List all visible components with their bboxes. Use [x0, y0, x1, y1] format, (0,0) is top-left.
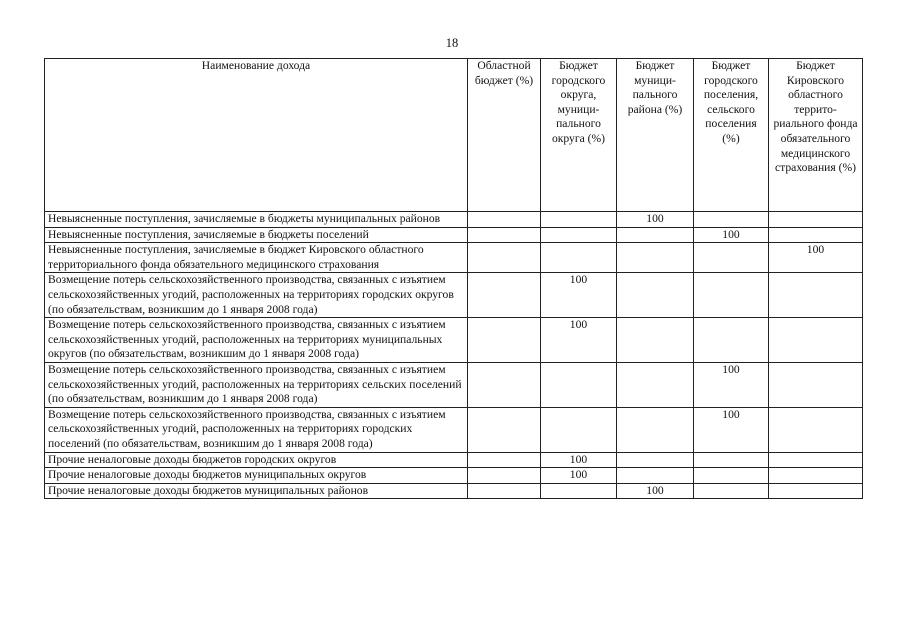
value-cell — [769, 318, 863, 363]
table-row — [45, 468, 863, 484]
value-cell: 100 — [694, 407, 769, 452]
page-number: 18 — [445, 36, 459, 50]
header-city-district-budget: Бюджет городского округа, муници-пального округа (%) — [541, 59, 617, 212]
income-distribution-table — [44, 58, 863, 499]
value-cell — [769, 227, 863, 243]
income-name-cell: Прочие неналоговые доходы бюджетов муниципальных районов — [45, 483, 468, 499]
value-cell — [694, 452, 769, 468]
value-cell — [617, 452, 694, 468]
income-name-cell: Возмещение потерь сельскохозяйственного производства, связанных с изъятием сельскохозяйственных угодий, расположенных на территориях городских округов (по обязательствам, возникшим до 1 января 2008 года) — [45, 273, 468, 318]
value-cell — [617, 407, 694, 452]
value-cell — [769, 273, 863, 318]
header-regional-budget: Областной бюджет (%) — [468, 59, 541, 212]
table-row — [45, 407, 863, 452]
header-income-name: Наименование дохода — [45, 59, 468, 212]
table-row — [45, 227, 863, 243]
table-header-row — [45, 59, 863, 212]
value-cell: 100 — [541, 318, 617, 363]
income-name-cell: Прочие неналоговые доходы бюджетов городских округов — [45, 452, 468, 468]
value-cell — [769, 407, 863, 452]
income-name-cell: Возмещение потерь сельскохозяйственного производства, связанных с изъятием сельскохозяйственных угодий, расположенных на территориях сельских поселений (по обязательствам, возникшим до 1 января 2008 года) — [45, 362, 468, 407]
value-cell: 100 — [769, 243, 863, 273]
value-cell: 100 — [694, 362, 769, 407]
value-cell — [468, 243, 541, 273]
value-cell — [694, 318, 769, 363]
value-cell — [468, 227, 541, 243]
header-municipal-area-budget: Бюджет муници-пального района (%) — [617, 59, 694, 212]
value-cell — [617, 318, 694, 363]
table-row — [45, 483, 863, 499]
value-cell: 100 — [617, 212, 694, 228]
value-cell — [617, 468, 694, 484]
table-row — [45, 212, 863, 228]
value-cell — [769, 452, 863, 468]
value-cell — [617, 243, 694, 273]
table-row — [45, 362, 863, 407]
income-name-cell: Невыясненные поступления, зачисляемые в бюджеты поселений — [45, 227, 468, 243]
value-cell — [541, 243, 617, 273]
value-cell — [769, 468, 863, 484]
value-cell — [694, 483, 769, 499]
value-cell — [769, 362, 863, 407]
value-cell — [617, 227, 694, 243]
value-cell — [468, 318, 541, 363]
value-cell: 100 — [541, 273, 617, 318]
table-row — [45, 452, 863, 468]
value-cell — [468, 468, 541, 484]
table-row — [45, 273, 863, 318]
value-cell — [541, 362, 617, 407]
value-cell — [769, 212, 863, 228]
income-name-cell: Невыясненные поступления, зачисляемые в бюджеты муниципальных районов — [45, 212, 468, 228]
income-name-cell: Возмещение потерь сельскохозяйственного производства, связанных с изъятием сельскохозяйственных угодий, расположенных на территориях городских поселений (по обязательствам, возникшим до 1 января 2008 года) — [45, 407, 468, 452]
value-cell — [694, 243, 769, 273]
value-cell — [617, 362, 694, 407]
income-name-cell: Прочие неналоговые доходы бюджетов муниципальных округов — [45, 468, 468, 484]
value-cell — [617, 273, 694, 318]
header-medical-insurance-fund-budget: Бюджет Кировского областного террито-риального фонда обязательного медицинского страхования (%) — [769, 59, 863, 212]
value-cell — [541, 227, 617, 243]
value-cell — [468, 362, 541, 407]
value-cell — [468, 483, 541, 499]
value-cell — [694, 468, 769, 484]
income-name-cell: Невыясненные поступления, зачисляемые в бюджет Кировского областного территориального фонда обязательного медицинского страхования — [45, 243, 468, 273]
value-cell: 100 — [541, 452, 617, 468]
table-row — [45, 318, 863, 363]
value-cell — [541, 212, 617, 228]
income-name-cell: Возмещение потерь сельскохозяйственного производства, связанных с изъятием сельскохозяйственных угодий, расположенных на территориях муниципальных округов (по обязательствам, возникшим до 1 января 2008 года) — [45, 318, 468, 363]
value-cell: 100 — [541, 468, 617, 484]
value-cell — [468, 407, 541, 452]
value-cell — [541, 407, 617, 452]
table-row — [45, 243, 863, 273]
value-cell — [468, 452, 541, 468]
header-settlement-budget: Бюджет городского поселения, сельского поселения (%) — [694, 59, 769, 212]
value-cell — [694, 212, 769, 228]
value-cell: 100 — [617, 483, 694, 499]
value-cell — [769, 483, 863, 499]
value-cell — [541, 483, 617, 499]
value-cell: 100 — [694, 227, 769, 243]
value-cell — [468, 273, 541, 318]
value-cell — [468, 212, 541, 228]
value-cell — [694, 273, 769, 318]
